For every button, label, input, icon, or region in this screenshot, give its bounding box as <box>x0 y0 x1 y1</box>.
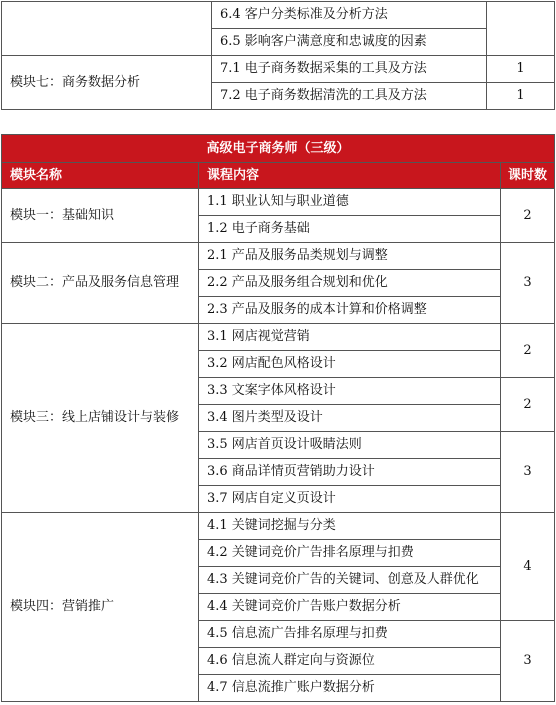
course-cell: 4.5 信息流广告排名原理与扣费 <box>199 621 501 648</box>
table-row <box>2 513 555 540</box>
course-cell: 4.7 信息流推广账户数据分析 <box>199 675 501 702</box>
table-header-row <box>2 163 555 189</box>
module-cell: 模块四：营销推广 <box>2 513 199 702</box>
course-cell: 3.1 网店视觉营销 <box>199 324 501 351</box>
hours-cell: 3 <box>501 432 555 513</box>
table-title: 高级电子商务师（三级） <box>2 135 555 163</box>
table-row <box>2 324 555 351</box>
hours-cell: 2 <box>501 378 555 432</box>
hours-cell: 1 <box>487 56 555 83</box>
course-cell: 2.3 产品及服务的成本计算和价格调整 <box>199 297 501 324</box>
module-cell-empty <box>2 2 212 56</box>
course-cell: 1.1 职业认知与职业道德 <box>199 189 501 216</box>
hours-cell-empty <box>487 2 555 56</box>
course-cell: 3.7 网店自定义页设计 <box>199 486 501 513</box>
header-content: 课程内容 <box>199 163 501 189</box>
module-cell: 模块一：基础知识 <box>2 189 199 243</box>
table-row <box>2 243 555 270</box>
hours-cell: 2 <box>501 189 555 243</box>
course-cell: 4.2 关键词竞价广告排名原理与扣费 <box>199 540 501 567</box>
course-cell: 3.6 商品详情页营销助力设计 <box>199 459 501 486</box>
table-row <box>2 189 555 216</box>
course-cell: 2.2 产品及服务组合规划和优化 <box>199 270 501 297</box>
hours-cell: 1 <box>487 83 555 110</box>
course-cell: 4.1 关键词挖掘与分类 <box>199 513 501 540</box>
course-cell: 4.6 信息流人群定向与资源位 <box>199 648 501 675</box>
hours-cell: 3 <box>501 621 555 702</box>
course-cell: 1.2 电子商务基础 <box>199 216 501 243</box>
course-cell: 6.5 影响客户满意度和忠诚度的因素 <box>212 29 487 56</box>
course-cell: 3.3 文案字体风格设计 <box>199 378 501 405</box>
hours-cell: 3 <box>501 243 555 324</box>
hours-cell: 2 <box>501 324 555 378</box>
table-title-row <box>2 135 555 163</box>
course-cell: 6.4 客户分类标准及分析方法 <box>212 2 487 29</box>
hours-cell: 4 <box>501 513 555 621</box>
table-row <box>2 56 555 83</box>
module-cell: 模块二：产品及服务信息管理 <box>2 243 199 324</box>
header-module: 模块名称 <box>2 163 199 189</box>
course-cell: 4.4 关键词竞价广告账户数据分析 <box>199 594 501 621</box>
course-table-level-4-continued <box>1 1 555 110</box>
module-cell: 模块七：商务数据分析 <box>2 56 212 110</box>
course-cell: 2.1 产品及服务品类规划与调整 <box>199 243 501 270</box>
header-hours: 课时数 <box>501 163 555 189</box>
module-cell: 模块三：线上店铺设计与装修 <box>2 324 199 513</box>
course-cell: 7.1 电子商务数据采集的工具及方法 <box>212 56 487 83</box>
course-cell: 3.5 网店首页设计吸睛法则 <box>199 432 501 459</box>
table-row <box>2 2 555 29</box>
course-cell: 4.3 关键词竞价广告的关键词、创意及人群优化 <box>199 567 501 594</box>
course-cell: 3.4 图片类型及设计 <box>199 405 501 432</box>
course-cell: 7.2 电子商务数据清洗的工具及方法 <box>212 83 487 110</box>
course-table-level-3 <box>1 134 555 702</box>
course-cell: 3.2 网店配色风格设计 <box>199 351 501 378</box>
